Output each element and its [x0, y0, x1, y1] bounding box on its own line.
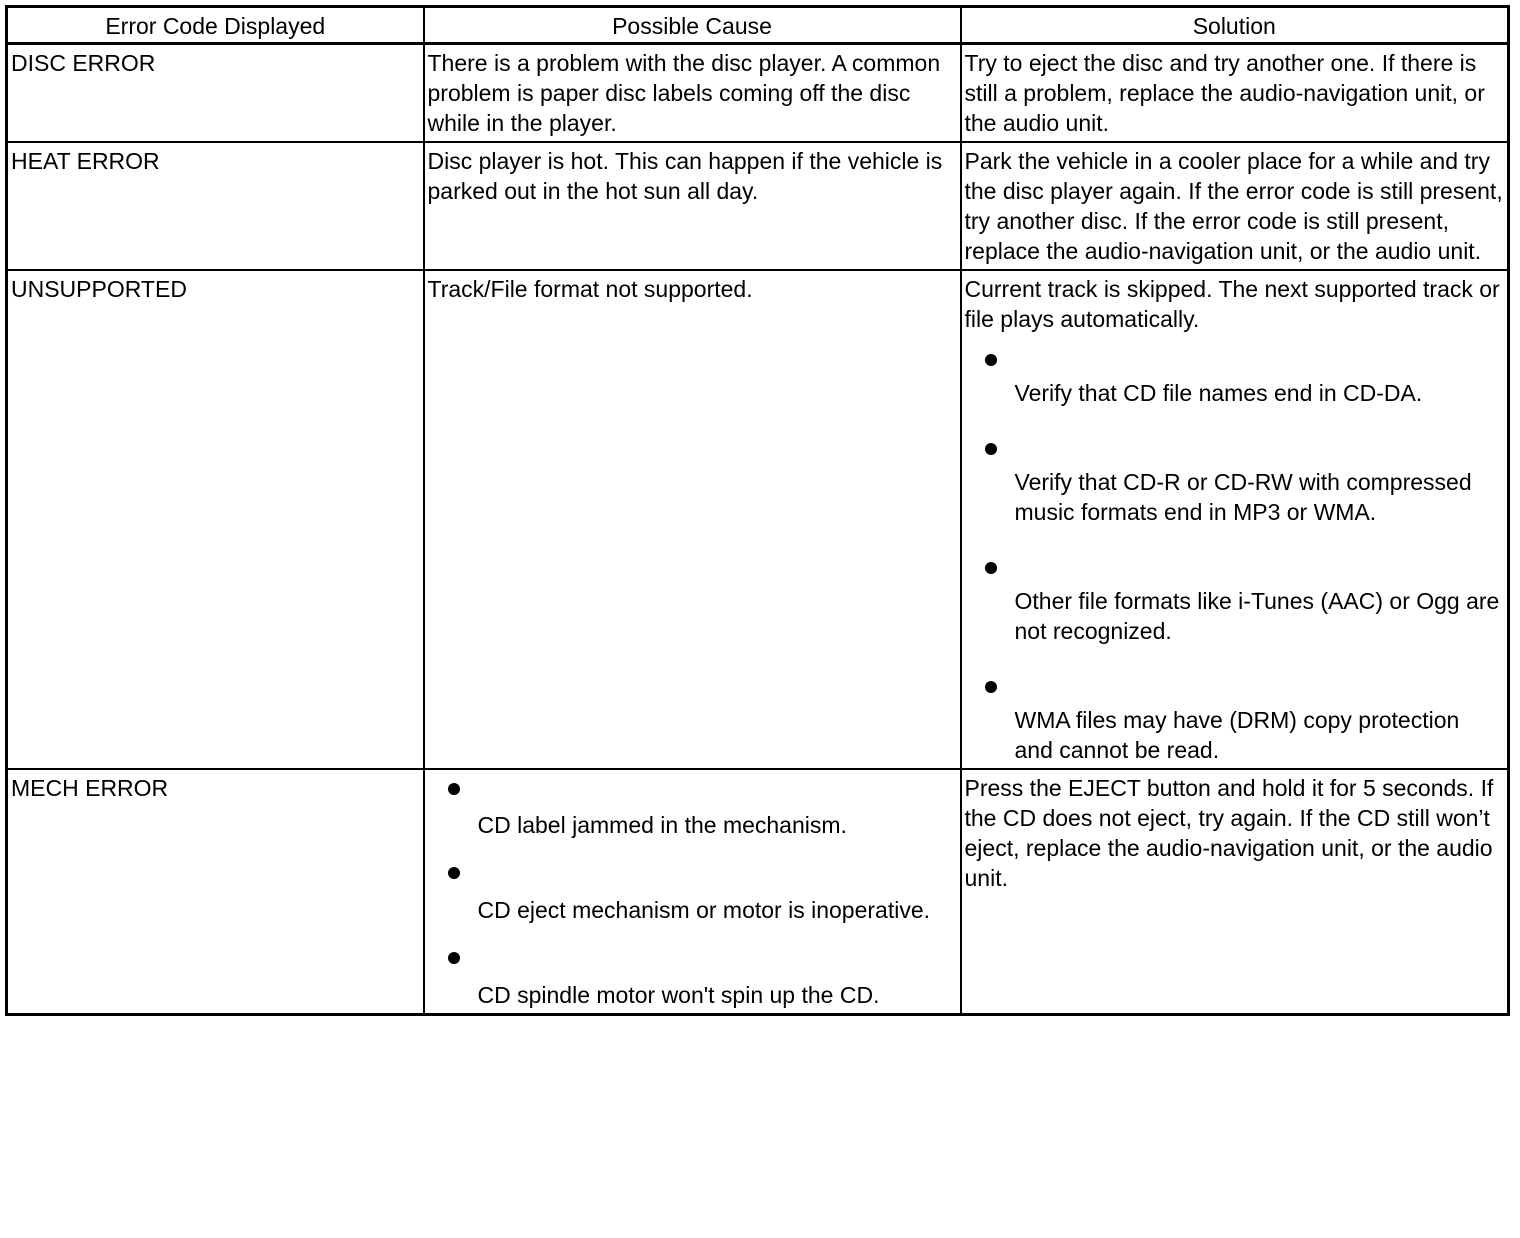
- table-row-heat-error: [7, 142, 1509, 270]
- cause-cell: There is a problem with the disc player. A common problem is paper disc labels coming off the disc while in the player.: [424, 44, 961, 143]
- error-code-cell: HEAT ERROR: [7, 142, 424, 270]
- cause-cell: [424, 769, 961, 1015]
- bullet-text: Verify that CD file names end in CD-DA.: [1014, 380, 1423, 406]
- solution-cell: Try to eject the disc and try another one. If there is still a problem, replace the audio-navigation unit, or the audio unit.: [961, 44, 1509, 143]
- bullet-text: Other file formats like i-Tunes (AAC) or Ogg are not recognized.: [1014, 588, 1500, 644]
- table-header-row: [7, 7, 1509, 44]
- list-item: [965, 661, 1504, 765]
- list-item: [428, 773, 956, 855]
- solution-text: Current track is skipped. The next supported track or file plays automatically.: [964, 276, 1500, 332]
- cause-cell: Disc player is hot. This can happen if the vehicle is parked out in the hot sun all day.: [424, 142, 961, 270]
- solution-cell: Park the vehicle in a cooler place for a while and try the disc player again. If the error code is still present, try another disc. If the error code is still present, replace the audio-navigation unit, or the audio unit.: [961, 142, 1509, 270]
- list-item: [428, 855, 956, 940]
- list-item: [965, 423, 1504, 542]
- header-solution: Solution: [961, 7, 1509, 44]
- cause-bullet-list: [428, 773, 956, 1010]
- bullet-icon: [985, 443, 997, 455]
- table-row-mech-error: [7, 769, 1509, 1015]
- bullet-icon: [985, 681, 997, 693]
- error-code-cell: DISC ERROR: [7, 44, 424, 143]
- list-item: [965, 334, 1504, 423]
- error-code-cell: MECH ERROR: [7, 769, 424, 1015]
- bullet-text: Verify that CD-R or CD-RW with compressed music formats end in MP3 or WMA.: [1014, 469, 1472, 525]
- table-row-unsupported: [7, 270, 1509, 769]
- bullet-icon: [985, 354, 997, 366]
- header-possible-cause: Possible Cause: [424, 7, 961, 44]
- table-row-disc-error: [7, 44, 1509, 143]
- solution-bullet-list: [965, 334, 1504, 765]
- bullet-text: WMA files may have (DRM) copy protection and cannot be read.: [1014, 707, 1460, 763]
- bullet-text: CD eject mechanism or motor is inoperative.: [477, 897, 930, 923]
- list-item: [428, 940, 956, 1010]
- error-code-table: [5, 5, 1510, 1016]
- solution-cell: [961, 270, 1509, 769]
- bullet-icon: [448, 952, 460, 964]
- bullet-text: CD label jammed in the mechanism.: [477, 812, 847, 838]
- list-item: [965, 542, 1504, 661]
- bullet-icon: [985, 562, 997, 574]
- header-error-code: Error Code Displayed: [7, 7, 424, 44]
- cause-cell: Track/File format not supported.: [424, 270, 961, 769]
- bullet-icon: [448, 867, 460, 879]
- bullet-text: CD spindle motor won't spin up the CD.: [477, 982, 880, 1008]
- error-code-cell: UNSUPPORTED: [7, 270, 424, 769]
- bullet-icon: [448, 783, 460, 795]
- solution-cell: Press the EJECT button and hold it for 5 seconds. If the CD does not eject, try again. If the CD still won’t eject, replace the audio-navigation unit, or the audio unit.: [961, 769, 1509, 1015]
